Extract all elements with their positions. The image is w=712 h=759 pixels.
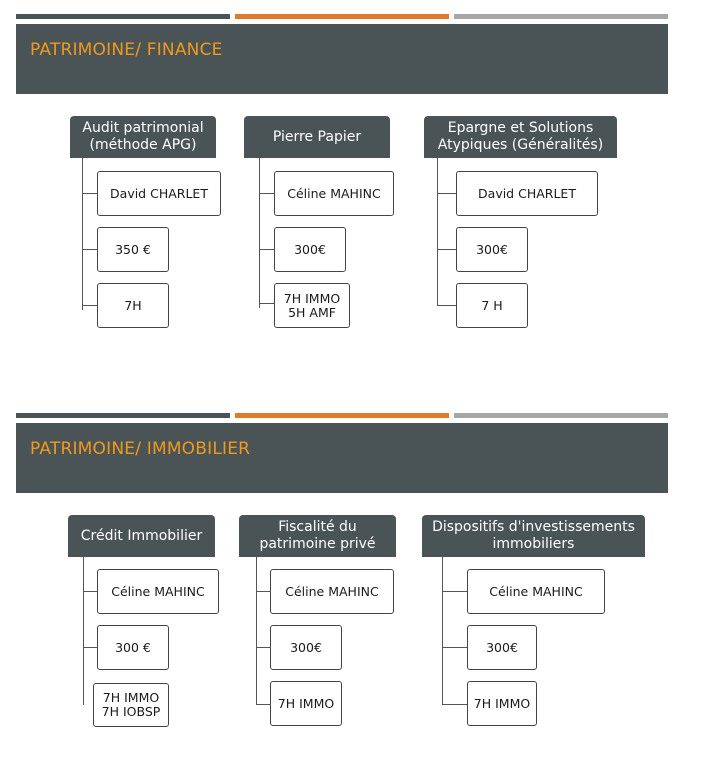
- hours-box: 7H: [97, 283, 169, 328]
- section-header: [16, 423, 668, 493]
- connector: [83, 647, 97, 648]
- top-bar-dark: [16, 413, 230, 418]
- price-box: 300€: [274, 227, 346, 272]
- price-box: 300 €: [97, 625, 169, 670]
- top-bar-orange: [235, 413, 449, 418]
- trainer-box: Céline MAHINC: [270, 569, 394, 614]
- section-title: PATRIMOINE/ IMMOBILIER: [30, 439, 251, 459]
- connector: [256, 647, 270, 648]
- connector: [442, 647, 467, 648]
- trainer-box: David CHARLET: [456, 171, 598, 216]
- trainer-box: Céline MAHINC: [97, 569, 219, 614]
- connector: [256, 557, 257, 705]
- trainer-box: David CHARLET: [97, 171, 221, 216]
- connector: [83, 591, 97, 592]
- price-box: 300€: [456, 227, 528, 272]
- course-heading: Epargne et Solutions Atypiques (Généralités): [424, 116, 617, 158]
- course-heading: Pierre Papier: [244, 116, 390, 158]
- price-box: 300€: [270, 625, 342, 670]
- course-heading: Dispositifs d'investissements immobiliers: [422, 515, 645, 557]
- course-heading: Audit patrimonial (méthode APG): [70, 116, 216, 158]
- connector: [442, 704, 467, 705]
- connector: [256, 591, 270, 592]
- price-box: 350 €: [97, 227, 169, 272]
- connector: [83, 557, 84, 705]
- hours-box: 7H IMMO 5H AMF: [274, 283, 350, 328]
- course-heading: Fiscalité du patrimoine privé: [239, 515, 396, 557]
- connector: [442, 591, 467, 592]
- trainer-box: Céline MAHINC: [274, 171, 394, 216]
- hours-box: 7 H: [456, 283, 528, 328]
- hours-box: 7H IMMO 7H IOBSP: [93, 683, 169, 727]
- hours-box: 7H IMMO: [467, 681, 537, 726]
- trainer-box: Céline MAHINC: [467, 569, 605, 614]
- top-bar-grey: [454, 413, 668, 418]
- price-box: 300€: [467, 625, 537, 670]
- section-title: PATRIMOINE/ FINANCE: [30, 40, 223, 60]
- connector: [442, 557, 443, 705]
- course-heading: Crédit Immobilier: [68, 515, 215, 557]
- connector: [256, 704, 270, 705]
- hours-box: 7H IMMO: [270, 681, 342, 726]
